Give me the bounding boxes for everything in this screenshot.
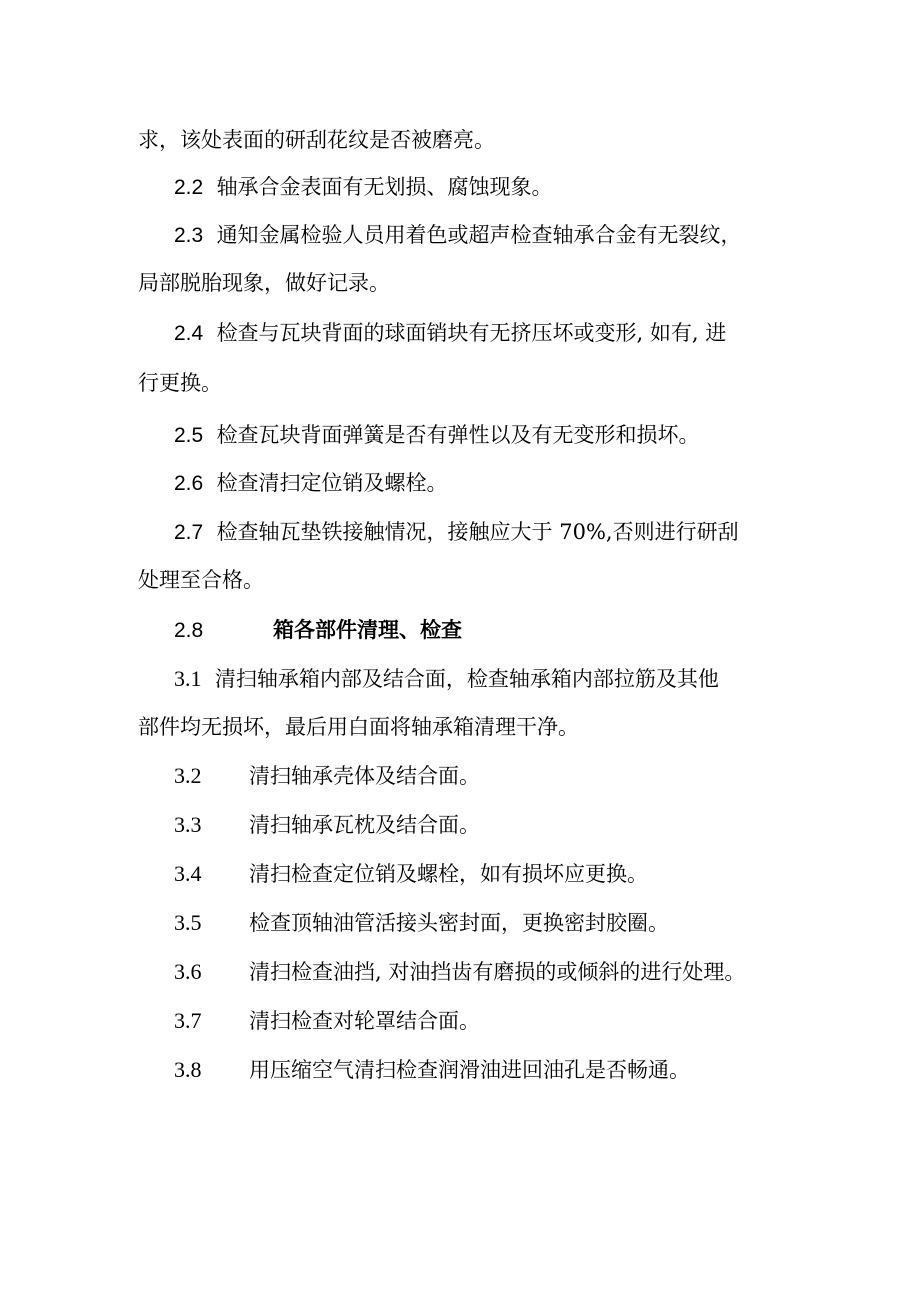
section-number: 3.1 bbox=[174, 666, 202, 691]
paragraph-text: 求，该处表面的研刮花纹是否被磨亮。 bbox=[138, 128, 495, 152]
paragraph-text: 通知金属检验人员用着色或超声检查轴承合金有无裂纹， bbox=[216, 223, 742, 247]
paragraph-2-4-continuation bbox=[138, 368, 222, 398]
section-number: 3.3 bbox=[174, 812, 202, 837]
section-number: 3.4 bbox=[174, 861, 202, 886]
paragraph-text: 清扫轴承瓦枕及结合面。 bbox=[249, 813, 480, 837]
paragraph-text: 部件均无损坏，最后用白面将轴承箱清理干净。 bbox=[138, 715, 579, 739]
section-number: 2.7 bbox=[174, 521, 204, 544]
section-number: 3.5 bbox=[174, 910, 202, 935]
section-number: 2.5 bbox=[174, 424, 204, 447]
paragraph-2-4 bbox=[174, 318, 726, 348]
paragraph-3-2 bbox=[174, 761, 480, 791]
section-number: 2.6 bbox=[174, 472, 204, 495]
paragraph-text: 清扫检查对轮罩结合面。 bbox=[249, 1009, 480, 1033]
section-number: 2.2 bbox=[174, 176, 204, 199]
paragraph-text: 检查轴瓦垫铁接触情况，接触应大于 70%,否则进行研刮 bbox=[216, 520, 739, 544]
section-number: 3.7 bbox=[174, 1008, 202, 1033]
paragraph-3-1 bbox=[174, 664, 719, 694]
paragraph-text: 处理至合格。 bbox=[138, 568, 264, 592]
paragraph-text: 用压缩空气清扫检查润滑油进回油孔是否畅通。 bbox=[249, 1058, 690, 1082]
paragraph-text: 检查与瓦块背面的球面销块有无挤压坏或变形, 如有, 进 bbox=[216, 321, 727, 345]
paragraph-text: 检查顶轴油管活接头密封面，更换密封胶圈。 bbox=[249, 911, 669, 935]
paragraph-text: 清扫检查油挡, 对油挡齿有磨损的或倾斜的进行处理。 bbox=[249, 960, 746, 984]
paragraph-2-8 bbox=[174, 615, 462, 645]
paragraph-2-5 bbox=[174, 420, 700, 450]
paragraph-text: 清扫检查定位销及螺栓，如有损坏应更换。 bbox=[249, 862, 648, 886]
section-number: 2.4 bbox=[174, 322, 204, 345]
paragraph-text: 行更换。 bbox=[138, 371, 222, 395]
section-number: 3.6 bbox=[174, 959, 202, 984]
paragraph-text: 检查瓦块背面弹簧是否有弹性以及有无变形和损坏。 bbox=[216, 423, 700, 447]
paragraph-3-6 bbox=[174, 957, 745, 987]
paragraph-2-3-continuation bbox=[138, 268, 390, 298]
paragraph-2-3 bbox=[174, 220, 742, 250]
paragraph-text: 检查清扫定位销及螺栓。 bbox=[216, 471, 448, 495]
section-number: 3.2 bbox=[174, 763, 202, 788]
paragraph-3-1-continuation bbox=[138, 712, 579, 742]
paragraph-2-7 bbox=[174, 517, 739, 547]
section-heading: 箱各部件清理、检查 bbox=[273, 617, 462, 642]
paragraph-2-7-continuation bbox=[138, 565, 264, 595]
paragraph-text: 轴承合金表面有无划损、腐蚀现象。 bbox=[216, 175, 553, 199]
paragraph-line bbox=[138, 125, 495, 155]
paragraph-text: 清扫轴承壳体及结合面。 bbox=[249, 764, 480, 788]
paragraph-3-4 bbox=[174, 859, 648, 889]
paragraph-2-2 bbox=[174, 172, 553, 202]
paragraph-text: 清扫轴承箱内部及结合面，检查轴承箱内部拉筋及其他 bbox=[214, 667, 719, 691]
section-number: 3.8 bbox=[174, 1057, 202, 1082]
paragraph-text: 局部脱胎现象，做好记录。 bbox=[138, 271, 390, 295]
paragraph-3-7 bbox=[174, 1006, 480, 1036]
paragraph-2-6 bbox=[174, 468, 448, 498]
paragraph-3-5 bbox=[174, 908, 669, 938]
section-number: 2.3 bbox=[174, 224, 204, 247]
paragraph-3-8 bbox=[174, 1055, 690, 1085]
paragraph-3-3 bbox=[174, 810, 480, 840]
section-number: 2.8 bbox=[174, 619, 204, 642]
